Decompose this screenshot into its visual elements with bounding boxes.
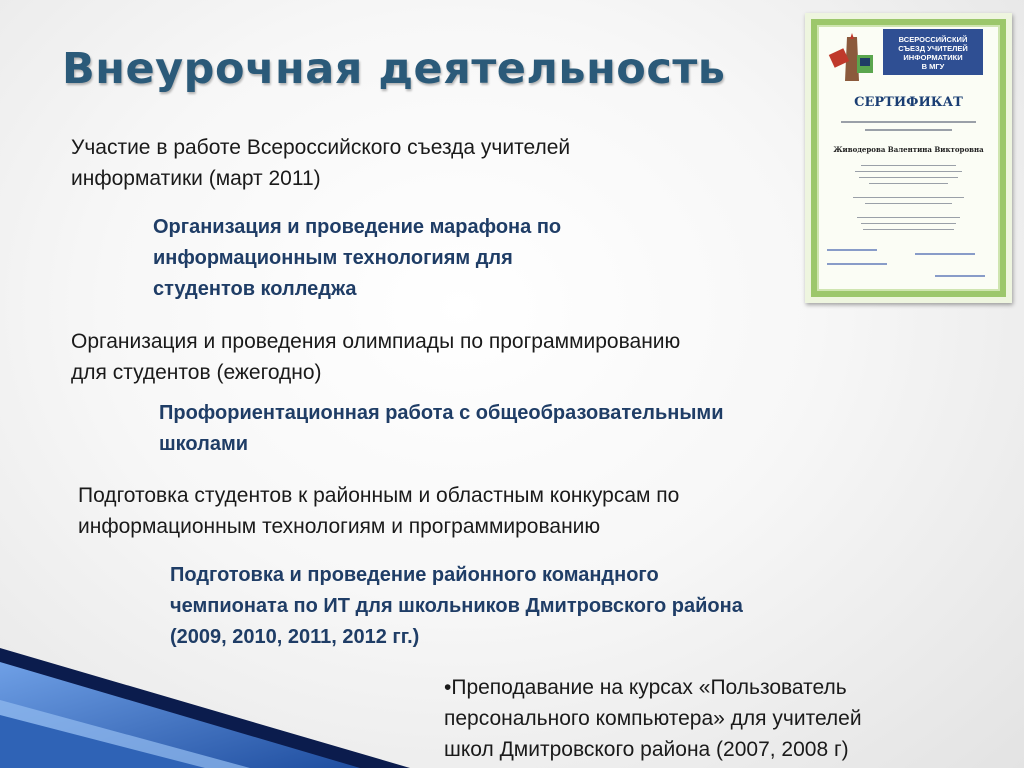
activity-item-line: информационным технологиям и программированию [78,515,601,538]
certificate-text-line [859,177,958,178]
certificate-header-line: ВСЕРОССИЙСКИЙ [898,35,968,44]
activity-item-line: информационным технологиям для [153,247,513,269]
activity-item-line: чемпионата по ИТ для школьников Дмитровского района [170,595,743,617]
certificate-signature [915,253,975,255]
certificate-signature [935,275,985,277]
activity-item-line: Подготовка студентов к районным и областным конкурсам по [78,484,680,507]
activity-item [71,132,570,194]
certificate-header [883,29,983,75]
activity-item-line: Профориентационная работа с общеобразовательными [159,402,724,424]
certificate-signature [827,263,887,265]
activity-item-line: персонального компьютера» для учителей [444,707,862,730]
activity-item [444,672,862,765]
activity-item-highlight [170,560,743,653]
activity-item [78,480,679,542]
certificate-text-line [857,217,960,218]
certificate-emblem-icon [827,33,877,85]
certificate-title: СЕРТИФИКАТ [854,95,963,110]
certificate-text-line [863,229,954,230]
certificate-text-line [861,165,956,166]
activity-item [71,326,680,388]
activity-item-line: Подготовка и проведение районного командного [170,564,659,586]
certificate-text-line [869,183,948,184]
activity-item-line: школами [159,433,249,455]
certificate-text-line [865,203,952,204]
certificate-text-line [865,129,952,131]
certificate-header-line: ИНФОРМАТИКИ [903,53,963,62]
activity-item-line: студентов колледжа [153,278,357,300]
activity-item-line: информатики (март 2011) [71,167,321,190]
certificate-header-line: СЪЕЗД УЧИТЕЛЕЙ [898,44,968,53]
certificate-recipient: Живодерова Валентина Викторовна [833,145,984,154]
activity-item-line: Организация и проведения олимпиады по программированию [71,330,681,353]
certificate-text-line [855,171,962,172]
certificate-signature [827,249,877,251]
activity-item-line: для студентов (ежегодно) [71,361,322,384]
page-title: Внеурочная деятельность [62,44,726,94]
certificate-text-line [861,223,956,224]
activity-item-line: Участие в работе Всероссийского съезда учителей [71,136,571,159]
certificate-text-line [853,197,964,198]
activity-item-line: (2009, 2010, 2011, 2012 гг.) [170,626,420,648]
certificate-header-line: В МГУ [921,62,945,71]
certificate-image [805,13,1012,303]
activity-item-line: школ Дмитровского района (2007, 2008 г) [444,738,849,761]
activity-item-line: Организация и проведение марафона по [153,216,562,238]
activity-item-highlight [159,398,723,460]
certificate-text-line [841,121,976,123]
activity-item-line: •Преподавание на курсах «Пользователь [444,676,847,699]
activity-item-highlight [153,212,561,305]
